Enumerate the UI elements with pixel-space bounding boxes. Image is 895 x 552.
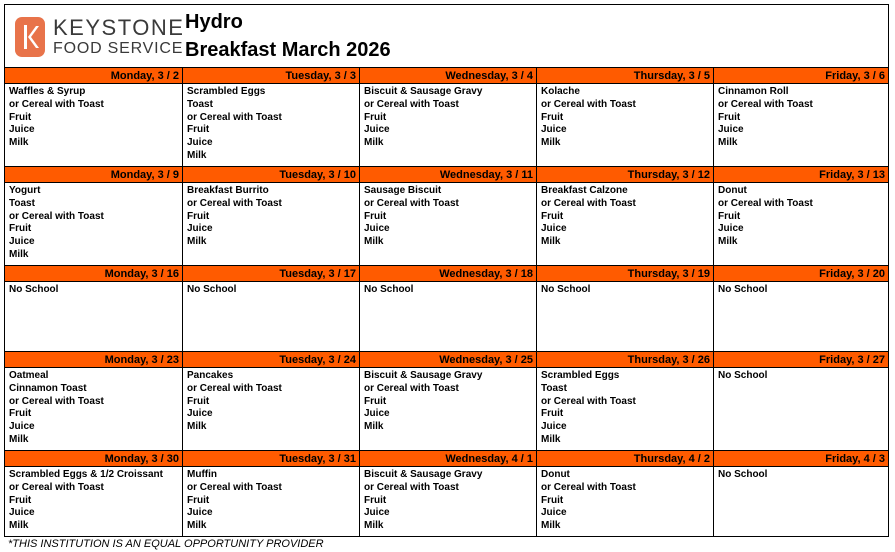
day-cell <box>360 352 537 450</box>
page-title: Breakfast March 2026 <box>185 39 391 61</box>
menu-item: Milk <box>541 236 561 248</box>
menu-item: Breakfast Burrito <box>187 185 269 196</box>
week-row <box>5 351 888 450</box>
day-header: Wednesday, 3 / 4 <box>360 68 536 84</box>
menu-item: Juice <box>718 223 744 235</box>
menu-item: Milk <box>541 433 561 445</box>
menu-item: Juice <box>541 507 567 519</box>
menu-item: or Cereal with Toast <box>9 395 104 407</box>
day-menu <box>5 282 182 297</box>
menu-item: Pancakes <box>187 370 234 381</box>
brand-logo <box>13 13 185 61</box>
day-menu <box>183 467 359 533</box>
brand-tagline: FOOD SERVICE <box>53 40 184 57</box>
day-header: Tuesday, 3 / 3 <box>183 68 359 84</box>
day-header: Friday, 3 / 6 <box>714 68 888 84</box>
day-menu <box>183 183 359 249</box>
day-cell <box>537 266 714 351</box>
menu-item: Milk <box>718 137 738 149</box>
menu-item: Fruit <box>364 210 387 222</box>
day-cell <box>5 451 183 537</box>
day-menu <box>537 368 713 447</box>
menu-item: Fruit <box>541 111 564 123</box>
menu-item: or Cereal with Toast <box>187 382 282 394</box>
week-row <box>5 166 888 265</box>
day-menu <box>5 183 182 262</box>
day-header: Thursday, 3 / 19 <box>537 266 713 282</box>
menu-item: Toast <box>9 197 35 209</box>
menu-item: or Cereal with Toast <box>364 98 459 110</box>
menu-item: Breakfast Calzone <box>541 185 628 196</box>
day-header: Tuesday, 3 / 17 <box>183 266 359 282</box>
day-header: Monday, 3 / 9 <box>5 167 182 183</box>
day-cell <box>537 451 714 537</box>
menu-item: Juice <box>9 421 35 433</box>
menu-item: Milk <box>9 137 29 149</box>
menu-item: Waffles & Syrup <box>9 86 86 97</box>
menu-item: Muffin <box>187 469 217 480</box>
menu-header <box>5 5 888 67</box>
menu-item: Fruit <box>9 223 32 235</box>
day-menu <box>714 183 888 249</box>
day-header: Tuesday, 3 / 24 <box>183 352 359 368</box>
day-header: Tuesday, 3 / 31 <box>183 451 359 467</box>
menu-item: No School <box>718 370 768 381</box>
menu-item: Toast <box>541 382 567 394</box>
menu-item: or Cereal with Toast <box>187 197 282 209</box>
day-header: Thursday, 4 / 2 <box>537 451 713 467</box>
menu-item: or Cereal with Toast <box>718 98 813 110</box>
menu-item: No School <box>364 284 414 295</box>
day-header: Friday, 3 / 13 <box>714 167 888 183</box>
menu-item: or Cereal with Toast <box>718 197 813 209</box>
day-header: Thursday, 3 / 12 <box>537 167 713 183</box>
menu-item: Scrambled Eggs & 1/2 Croissant <box>9 469 163 480</box>
menu-item: Milk <box>364 421 384 433</box>
day-header: Wednesday, 3 / 18 <box>360 266 536 282</box>
school-name: Hydro <box>185 11 243 33</box>
menu-item: Fruit <box>364 395 387 407</box>
day-menu <box>537 467 713 533</box>
day-menu <box>537 282 713 297</box>
day-header: Friday, 3 / 27 <box>714 352 888 368</box>
day-cell <box>5 167 183 265</box>
calendar-grid <box>5 67 888 537</box>
menu-item: Milk <box>718 236 738 248</box>
menu-item: Milk <box>9 433 29 445</box>
menu-item: or Cereal with Toast <box>187 111 282 123</box>
day-menu <box>714 467 888 482</box>
day-header: Friday, 4 / 3 <box>714 451 888 467</box>
menu-item: or Cereal with Toast <box>541 197 636 209</box>
menu-item: Fruit <box>9 111 32 123</box>
menu-item: Kolache <box>541 86 580 97</box>
day-menu <box>360 84 536 150</box>
menu-item: or Cereal with Toast <box>9 98 104 110</box>
menu-item: Donut <box>541 469 570 480</box>
day-header: Monday, 3 / 23 <box>5 352 182 368</box>
day-cell <box>5 352 183 450</box>
menu-item: Milk <box>187 236 207 248</box>
day-header: Thursday, 3 / 26 <box>537 352 713 368</box>
day-menu <box>360 467 536 533</box>
menu-item: Juice <box>364 223 390 235</box>
menu-item: No School <box>9 284 59 295</box>
menu-item: or Cereal with Toast <box>364 481 459 493</box>
day-cell <box>360 68 537 166</box>
menu-item: Biscuit & Sausage Gravy <box>364 86 483 97</box>
day-header: Monday, 3 / 16 <box>5 266 182 282</box>
day-menu <box>360 183 536 249</box>
day-header: Wednesday, 3 / 25 <box>360 352 536 368</box>
week-row <box>5 265 888 351</box>
day-cell <box>714 68 888 166</box>
day-cell <box>183 451 360 537</box>
day-header: Monday, 3 / 30 <box>5 451 182 467</box>
menu-item: or Cereal with Toast <box>9 210 104 222</box>
menu-item: or Cereal with Toast <box>364 197 459 209</box>
menu-item: Juice <box>9 236 35 248</box>
day-header: Thursday, 3 / 5 <box>537 68 713 84</box>
day-cell <box>714 352 888 450</box>
menu-item: Scrambled Eggs <box>187 86 266 97</box>
menu-item: Fruit <box>364 111 387 123</box>
day-cell <box>714 266 888 351</box>
menu-item: Fruit <box>187 124 210 136</box>
day-header: Monday, 3 / 2 <box>5 68 182 84</box>
menu-item: Juice <box>718 124 744 136</box>
day-menu <box>360 282 536 297</box>
menu-item: No School <box>718 284 768 295</box>
menu-item: Milk <box>541 520 561 532</box>
week-row <box>5 67 888 166</box>
day-cell <box>360 451 537 537</box>
day-menu <box>5 467 182 533</box>
day-cell <box>5 68 183 166</box>
menu-item: Fruit <box>187 494 210 506</box>
menu-item: No School <box>718 469 768 480</box>
day-cell <box>714 167 888 265</box>
menu-item: Milk <box>541 137 561 149</box>
week-row <box>5 450 888 537</box>
day-menu <box>537 183 713 249</box>
menu-item: Fruit <box>9 408 32 420</box>
brand-name: KEYSTONE <box>53 15 185 40</box>
day-cell <box>360 266 537 351</box>
menu-item: Fruit <box>187 395 210 407</box>
day-cell <box>537 352 714 450</box>
menu-item: Fruit <box>364 494 387 506</box>
day-menu <box>5 368 182 447</box>
day-cell <box>537 68 714 166</box>
menu-item: Fruit <box>187 210 210 222</box>
menu-item: Fruit <box>541 494 564 506</box>
day-cell <box>714 451 888 537</box>
menu-item: Oatmeal <box>9 370 49 381</box>
day-menu <box>183 282 359 297</box>
day-menu <box>537 84 713 150</box>
menu-item: or Cereal with Toast <box>541 98 636 110</box>
menu-item: Donut <box>718 185 747 196</box>
day-header: Tuesday, 3 / 10 <box>183 167 359 183</box>
menu-item: Toast <box>187 98 213 110</box>
day-cell <box>183 167 360 265</box>
menu-item: Juice <box>9 507 35 519</box>
day-menu <box>183 368 359 434</box>
menu-item: or Cereal with Toast <box>541 481 636 493</box>
menu-item: Fruit <box>718 210 741 222</box>
day-cell <box>183 68 360 166</box>
menu-item: Milk <box>364 137 384 149</box>
menu-item: Juice <box>187 507 213 519</box>
menu-item: Scrambled Eggs <box>541 370 620 381</box>
menu-item: or Cereal with Toast <box>364 382 459 394</box>
menu-item: No School <box>187 284 237 295</box>
day-menu <box>714 84 888 150</box>
day-menu <box>5 84 182 150</box>
menu-item: Biscuit & Sausage Gravy <box>364 469 483 480</box>
menu-item: Cinnamon Toast <box>9 382 87 394</box>
menu-item: Sausage Biscuit <box>364 185 442 196</box>
menu-item: Juice <box>187 137 213 149</box>
menu-item: Juice <box>541 124 567 136</box>
footer-note: *THIS INSTITUTION IS AN EQUAL OPPORTUNITY PROVIDER <box>8 538 324 550</box>
day-cell <box>183 352 360 450</box>
menu-item: No School <box>541 284 591 295</box>
menu-item: Milk <box>9 248 29 260</box>
menu-item: Fruit <box>9 494 32 506</box>
menu-item: Fruit <box>541 408 564 420</box>
keystone-k-logo-icon <box>15 17 45 57</box>
menu-item: Biscuit & Sausage Gravy <box>364 370 483 381</box>
day-cell <box>360 167 537 265</box>
day-header: Friday, 3 / 20 <box>714 266 888 282</box>
menu-item: or Cereal with Toast <box>9 481 104 493</box>
menu-item: Juice <box>364 507 390 519</box>
menu-item: or Cereal with Toast <box>187 481 282 493</box>
day-header: Wednesday, 4 / 1 <box>360 451 536 467</box>
menu-item: Juice <box>9 124 35 136</box>
menu-item: Fruit <box>718 111 741 123</box>
day-menu <box>714 368 888 383</box>
menu-item: Juice <box>364 408 390 420</box>
menu-item: Fruit <box>541 210 564 222</box>
menu-item: Milk <box>187 149 207 161</box>
day-menu <box>714 282 888 297</box>
menu-item: Cinnamon Roll <box>718 86 789 97</box>
menu-item: Yogurt <box>9 185 41 196</box>
day-cell <box>183 266 360 351</box>
menu-item: Juice <box>541 223 567 235</box>
menu-item: Milk <box>187 421 207 433</box>
menu-calendar <box>4 4 889 537</box>
day-cell <box>537 167 714 265</box>
day-cell <box>5 266 183 351</box>
menu-item: Milk <box>364 236 384 248</box>
menu-item: Juice <box>364 124 390 136</box>
menu-item: Milk <box>364 520 384 532</box>
menu-item: Juice <box>187 223 213 235</box>
menu-item: Juice <box>187 408 213 420</box>
day-menu <box>183 84 359 163</box>
menu-item: or Cereal with Toast <box>541 395 636 407</box>
menu-item: Milk <box>187 520 207 532</box>
day-header: Wednesday, 3 / 11 <box>360 167 536 183</box>
menu-item: Milk <box>9 520 29 532</box>
day-menu <box>360 368 536 434</box>
menu-item: Juice <box>541 421 567 433</box>
